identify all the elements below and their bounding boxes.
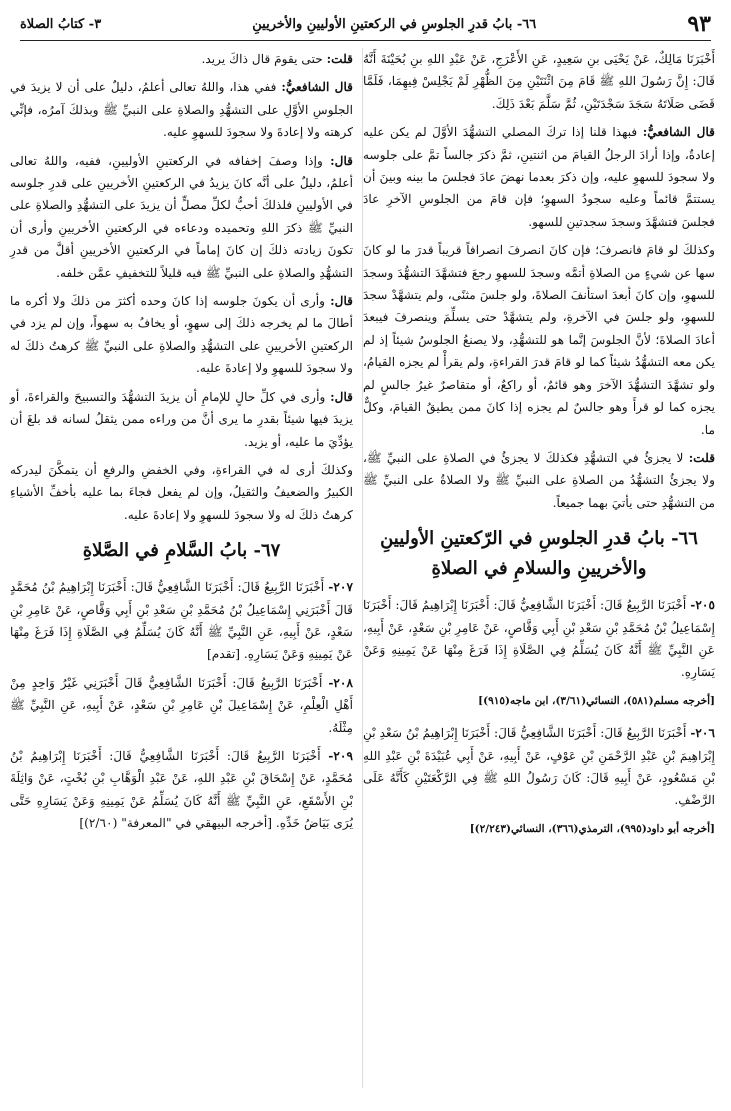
speaker-label: قلت:	[688, 450, 716, 465]
citation: [أخرجه أبو داود(٩٩٥)، الترمذي(٣٦٦)، النسائي(٢/٢٤٣)]	[469, 822, 715, 835]
hadith-number: ٢٠٧-	[328, 580, 353, 595]
speaker-label: قال:	[330, 294, 354, 309]
hadith-209	[10, 745, 353, 835]
hadith-206	[363, 722, 715, 812]
chapter-heading: ٦٧- بابُ السَّلامِ في الصَّلاةِ	[82, 540, 281, 562]
hadith-207	[10, 576, 353, 666]
paragraph	[10, 76, 353, 143]
citation: [أخرجه مسلم(٥٨١)، النسائي(٣/٦١)، ابن ماجه(٩١٥)]	[478, 694, 715, 707]
hadith-208	[10, 672, 353, 739]
hadith-number: ٢٠٦-	[690, 726, 716, 741]
hadith-text: أَخْبَرَنَا الرَّبِيعُ قَالَ: أَخْبَرَنَا الشَّافِعِيُّ قَالَ: أَخْبَرَنَا إِبْرَاهِيمُ بْنُ مُحَمَّدٍ قَالَ أَخْبَرَنِي إِسْمَاعِيلُ بْنُ مُحَمَّدِ بْنِ سَعْدِ بْنِ أَبِي وَقَّاصٍ، عَنْ عَامِرِ بْنِ سَعْدٍ، عَنْ أَبِيهِ، عَنِ النَّبِيِّ ﷺ أَنَّهُ كَانَ يُسَلِّمُ فِي الصَّلَاةِ إِذَا فَرَغَ مِنْهَا عَنْ يَمِينِهِ وَعَنْ يَسَارِهِ. [تقدم]	[10, 580, 353, 662]
hadith-205	[363, 594, 715, 684]
speaker-label: قال:	[330, 153, 353, 168]
hadith-text: أَخْبَرَنَا الرَّبِيعُ قَالَ: أَخْبَرَنَا الشَّافِعِيُّ قَالَ: أَخْبَرَنَا إِبْرَاهِيمُ بْنُ مُحَمَّدٍ، عَنْ إِسْحَاقَ بْنِ عَبْدِ اللهِ، عَنْ عَبْدِ الْوَهَّابِ بْنِ بُخْتٍ، عَنْ وَاثِلَةَ بْنِ الأَسْقَعِ، عَنِ النَّبِيِّ ﷺ أَنَّهُ كَانَ يُسَلِّمُ عَنْ يَمِينِهِ وَعَنْ يَسَارِهِ حَتَّى يُرَى بَيَاضُ خَدِّهِ. [أخرجه البيهقي في "المعرفة" (٢/٦٠)]	[10, 748, 353, 831]
speaker-label: قلت:	[326, 52, 353, 66]
hadith-text: أَخْبَرَنَا الرَّبِيعُ قَالَ: أَخْبَرَنَا الشَّافِعِيُّ قَالَ: أَخْبَرَنَا إِبْرَاهِيمُ قَالَ: أَخْبَرَنَا إِسْمَاعِيلُ بْنُ مُحَمَّدِ بْنِ سَعْدِ بْنِ أَبِي وَقَّاصٍ، عَنْ عَامِرِ بْنِ سَعْدٍ، عَنْ أَبِيهِ، عَنِ النَّبِيِّ ﷺ أَنَّهُ كَانَ يُسَلِّمُ فِي الصَّلَاةِ إِذَا فَرَغَ مِنْهَا عَنْ يَمِينِهِ وَعَنْ يَسَارِهِ.	[363, 598, 715, 680]
hadith-text: أَخْبَرَنَا الرَّبِيعُ قَالَ: أَخْبَرَنَا الشَّافِعِيُّ قَالَ أَخْبَرَنِي غَيْرُ وَاحِدٍ مِنْ أَهْلِ الْعِلْمِ، عَنْ إِسْمَاعِيلَ بْنِ عَامِرِ بْنِ سَعْدٍ، عَنْ أَبِيهِ، عَنِ النَّبِيِّ ﷺ مِثْلَهُ.	[10, 675, 353, 735]
paragraph	[10, 290, 353, 380]
paragraph-text: ففي هذا، واللهُ تعالى أعلمُ، دليلٌ على أن لا يزيدَ في الجلوسِ الأوَّلِ على التشهُّدِ والصلاةِ على النبيِّ ﷺ وبذلكَ آمرُه، فإنِّي كرهته ولا إعادةَ ولا سجودَ للسهوِ عليه.	[10, 80, 353, 140]
paragraph-text: لا يجزئُ في التشهُّدِ فكذلكَ لا يجزئُ في الصلاةِ على النبيِّ ﷺ، ولا يجزئُ التشهُّدُ من الصلاةِ على النبيِّ ﷺ ولا الصلاةُ على النبيِّ ﷺ من التشهُّدِ حتى يأتيَ بهما جميعاً.	[363, 450, 715, 510]
speaker-label: قال:	[330, 389, 354, 404]
speaker-label: قال الشافعيُّ:	[642, 125, 716, 140]
paragraph	[10, 150, 353, 284]
paragraph	[363, 447, 715, 514]
page-number: ٩٣	[687, 11, 711, 37]
paragraph	[10, 48, 353, 70]
paragraph	[10, 386, 353, 453]
hadith-number: ٢٠٩-	[328, 748, 353, 763]
paragraph-text: حتى يقومَ قال ذاكَ يريد.	[201, 52, 323, 66]
paragraph-text: وأرى أن يكونَ جلوسه إذا كانَ وحده أكثرَ من ذلكَ ولا أكره ما أطالَ ما لم يخرجه ذلكَ إلى سهوٍ، أو يخافُ به سهواً، وإن لم يزد في الركعتينِ الأخريينِ على التشهُّدِ والصلاةِ على النبيِّ ﷺ كرهتُ ذلكَ له ولا سجودَ للسهوِ ولا إعادةَ عليه.	[10, 294, 353, 376]
paragraph-text: وإذا وصفَ إخفافه في الركعتينِ الأوليينِ، ففيه، واللهُ تعالى أعلمُ، دليلٌ على أنَّه كانَ يزيدُ في الركعتينِ الأخريينِ على قدرِ جلوسه في الأوليينِ فلذلكَ أحبُّ لكلِّ مصلٍّ أن يزيدَ على التشهُّدِ والصلاةِ على النبيِّ ﷺ ذكرَ اللهِ وتحميده ودعاءه في الركعتينِ الأخريينِ وأرى أن تكونَ زيادته ذلكَ إن كانَ إماماً في الركعتينِ الأخريينِ أقلَّ من قدرِ التشهُّدِ والصلاةِ على النبيِّ ﷺ فيه قليلاً للتخفيفِ عمَّن خلفه.	[10, 153, 353, 280]
right-column	[363, 48, 715, 850]
paragraph-text: فبهذا قلنا إذا تركَ المصلي التشهُّدَ الأوَّلَ لم يكن عليه إعادةٌ، وإذا أرادَ الرجلُ القيامَ من اثنتينِ، ثمَّ ذكرَ جالساً تمَّ على جلوسه ولا سجودَ للسهوِ عليه، وإن ذكرَ بعدما نهضَ عادَ فجلسَ ما بينه وبينَ أن يستتمَّ قائماً وعليه سجودُ السهوِ؛ فإن قامَ من الجلوسِ الآخرِ عادَ فجلسَ فتشهَّدَ وسجدَ سجدتينِ للسهو.	[363, 125, 715, 229]
hadith-text: أَخْبَرَنَا مَالِكٌ، عَنْ يَحْيَى بنِ سَعِيدٍ، عَنِ الأَعْرَجِ، عَنْ عَبْدِ اللهِ بنِ بُحَيْنَةَ أَنَّهُ قَالَ: إِنَّ رَسُولَ اللهِ ﷺ قَامَ مِنَ اثْنَتَيْنِ مِنَ الظُّهْرِ لَمْ يَجْلِسْ فِيهِمَا، فَلَمَّا قَضَى صَلَاتَهُ سَجَدَ سَجْدَتَيْنِ، ثُمَّ سَلَّمَ بَعْدَ ذَلِكَ.	[363, 52, 715, 111]
chapter-heading: ٦٦- بابُ قدرِ الجلوسِ في الرّكعتينِ الأوليينِ والأخريينِ والسلامِ في الصلاةِ	[380, 528, 698, 580]
book-title: ٣- كتابُ الصلاة	[20, 16, 102, 32]
left-column	[10, 48, 353, 841]
running-head: ٦٦- بابُ قدرِ الجلوسِ في الركعتينِ الأوليينِ والأخريينِ	[252, 16, 537, 32]
speaker-label: قال الشافعيُّ:	[281, 80, 354, 95]
paragraph: وكذلكَ أرى له في القراءةِ، وفي الخفضِ والرفعِ أن يتمكَّنَ ليدركه الكبيرُ والضعيفُ والثقيلُ، وإن لم يفعل فجاءَ بما عليه بأخفِّ الأشياءِ كرهتُ ذلكَ له ولا سجودَ للسهوِ ولا إعادةَ عليه.	[10, 462, 353, 522]
hadith-text: أَخْبَرَنَا الرَّبِيعُ قَالَ: أَخْبَرَنَا الشَّافِعِيُّ قَالَ: أَخْبَرَنَا إِبْرَاهِيمُ بْنُ سَعْدِ بْنِ إِبْرَاهِيمَ بْنِ عَبْدِ الرَّحْمَنِ بْنِ عَوْفٍ، عَنْ أَبِيهِ، عَنْ أَبِي عُبَيْدَةَ بْنِ عَبْدِ اللهِ بْنِ مَسْعُودٍ، عَنْ أَبِيهِ قَالَ: كَانَ رَسُولُ اللهِ ﷺ فِي الرَّكْعَتَيْنِ كَأَنَّهُ عَلَى الرَّضْفِ.	[363, 726, 715, 808]
paragraph: وكذلكَ لو قامَ فانصرفَ؛ فإن كانَ انصرفَ انصرافاً قريباً قدرَ ما لو كانَ سها عن شيءٍ من الصلاةِ أتمَّه وسجدَ للسهوِ رجعَ فتشهَّدَ التشهُّدَ وسجدَ للسهوِ، وإن كانَ أبعدَ استأنفَ الصلاةَ، ولو جلسَ مثنًى، ولم يتشهَّدْ سجدَ للسهوِ، ولو جلسَ في الآخرةِ، ولم يتشهَّدْ حتى يسلِّمَ وينصرفَ فيبعدَ أعادَ الصلاةَ؛ لأنَّ الجلوسَ إنَّما هو للتشهُّدِ، ولا يصنعُ الجلوسُ شيئاً إذ لم يكن معه التشهُّدُ شيئاً كما لو قامَ قدرَ القراءةِ، ولم يقرأْ لم يجزه القيامُ، ولو تشهَّدَ التشهُّدَ الآخرَ وهو قائمٌ، أو راكعٌ، أو متقاصرٌ غيرُ جالسٍ لم يجزه كما لو قرأَ وهو جالسٌ لم يجزه إذا كانَ ممن يطيقُ القيامَ، وكلٌّ ما.	[363, 243, 715, 437]
page-header	[20, 8, 711, 41]
hadith-number: ٢٠٥-	[690, 598, 715, 613]
paragraph	[363, 121, 715, 233]
paragraph-text: وأرى في كلِّ حالٍ للإمامِ أن يزيدَ التشهُّدَ والتسبيحَ والقراءةَ، أو يزيدَ فيها شيئاً بقدرِ ما يرى أنَّ من وراءه ممن يثقلُ لسانه قد بلغَ أن يؤدِّيَ ما عليه، أو يزيد.	[10, 389, 353, 449]
hadith-number: ٢٠٨-	[328, 675, 354, 690]
